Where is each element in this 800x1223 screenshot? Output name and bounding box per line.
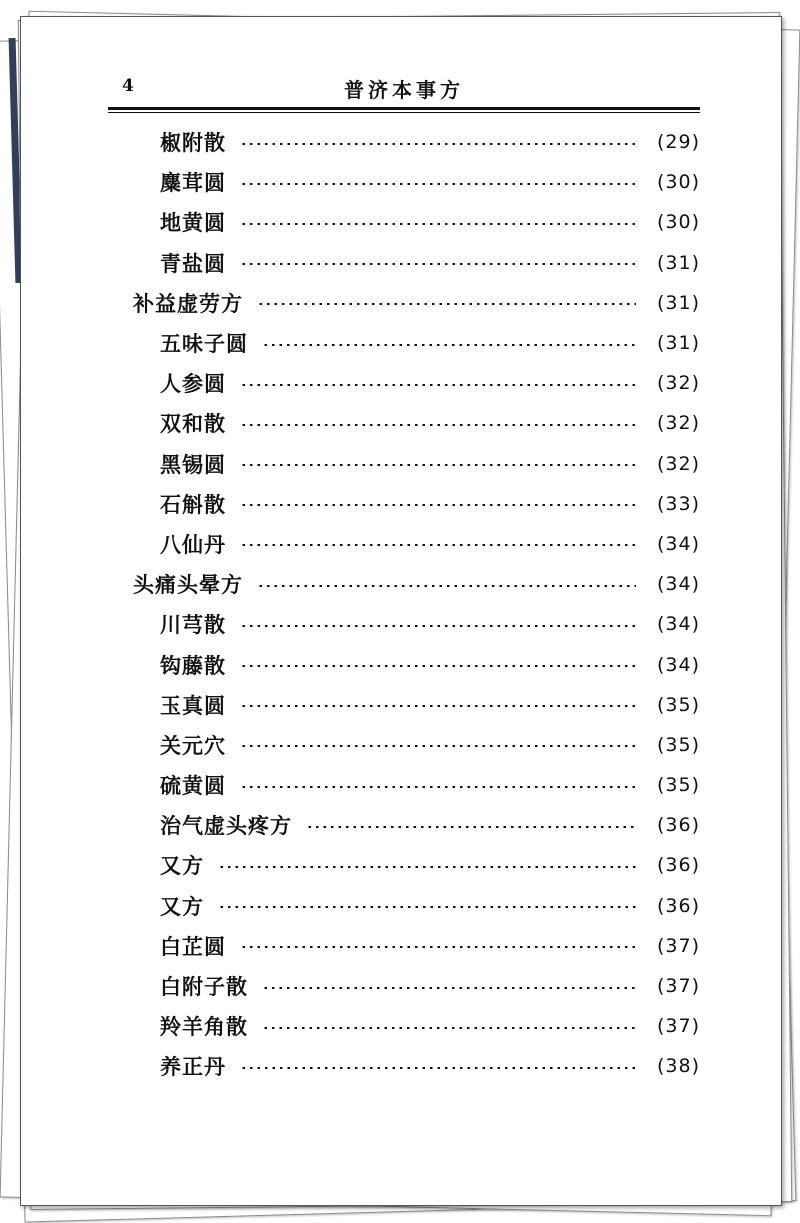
toc-entry[interactable] [108, 202, 700, 242]
toc-entry-page: (31) [656, 332, 700, 355]
toc-entry[interactable] [108, 644, 700, 684]
toc-entry-title: 双和散 [160, 412, 226, 437]
toc-entry[interactable] [108, 926, 700, 966]
toc-entry-page: (34) [656, 653, 700, 676]
dot-leader [240, 223, 636, 225]
dot-leader [240, 625, 636, 627]
toc-entry-title: 八仙丹 [160, 532, 226, 557]
dot-leader [240, 1067, 636, 1069]
toc-entry[interactable] [108, 604, 700, 644]
dot-leader [240, 745, 636, 747]
dot-leader [218, 866, 636, 868]
toc-entry[interactable] [108, 444, 700, 484]
toc-entry-title: 白附子散 [160, 975, 248, 1000]
toc-entry-page: (36) [656, 854, 700, 877]
dot-leader [240, 143, 636, 145]
toc-entry-title: 补益虚劳方 [133, 291, 243, 316]
toc-entry[interactable] [108, 765, 700, 805]
toc-entry-page: (30) [656, 211, 700, 234]
toc-entry-title: 麋茸圆 [160, 171, 226, 196]
toc-entry[interactable] [108, 283, 700, 323]
header-rule [108, 107, 700, 110]
dot-leader [262, 344, 636, 346]
toc-entry-title: 羚羊角散 [160, 1015, 248, 1040]
toc-entry-page: (31) [656, 251, 700, 274]
toc-entry-page: (35) [656, 774, 700, 797]
dot-leader [240, 786, 636, 788]
toc-entry-page: (34) [656, 573, 700, 596]
toc-entry-title: 石斛散 [160, 492, 226, 517]
dot-leader [257, 303, 636, 305]
dot-leader [240, 263, 636, 265]
dot-leader [306, 826, 636, 828]
toc-entry[interactable] [108, 162, 700, 202]
dot-leader [240, 946, 636, 948]
toc-entry[interactable] [108, 243, 700, 283]
toc-entry[interactable] [108, 524, 700, 564]
toc-entry-page: (32) [656, 412, 700, 435]
toc-entry-page: (32) [656, 452, 700, 475]
toc-entry[interactable] [108, 323, 700, 363]
toc-entry-title: 人参圆 [160, 372, 226, 397]
toc-entry-page: (33) [656, 492, 700, 515]
dot-leader [240, 705, 636, 707]
dot-leader [262, 987, 636, 989]
toc-entry-title: 又方 [160, 854, 204, 879]
toc-entry[interactable] [108, 685, 700, 725]
toc-entry[interactable] [108, 886, 700, 926]
dot-leader [262, 1027, 636, 1029]
toc-entry[interactable] [108, 403, 700, 443]
toc-entry-page: (38) [656, 1055, 700, 1078]
toc-entry-page: (36) [656, 814, 700, 837]
toc-entry[interactable] [108, 1046, 700, 1086]
toc-entry-title: 养正丹 [160, 1055, 226, 1080]
dot-leader [240, 504, 636, 506]
toc-entry-title: 青盐圆 [160, 251, 226, 276]
toc-entry-title: 五味子圆 [160, 332, 248, 357]
toc-entry-page: (37) [656, 934, 700, 957]
toc-entry-title: 川芎散 [160, 613, 226, 638]
toc-entry-page: (37) [656, 1015, 700, 1038]
toc-entry-title: 黑锡圆 [160, 452, 226, 477]
toc-entry-title: 椒附散 [160, 131, 226, 156]
dot-leader [240, 384, 636, 386]
toc-entry-page: (35) [656, 733, 700, 756]
dot-leader [240, 424, 636, 426]
toc-entry-title: 又方 [160, 894, 204, 919]
toc-entry[interactable] [108, 122, 700, 162]
dot-leader [257, 585, 636, 587]
dot-leader [218, 906, 636, 908]
header-rule [108, 112, 700, 113]
toc-entry[interactable] [108, 966, 700, 1006]
toc-entry-page: (30) [656, 171, 700, 194]
toc-entry-title: 头痛头晕方 [133, 573, 243, 598]
toc-entry-title: 地黄圆 [160, 211, 226, 236]
toc-entry[interactable] [108, 805, 700, 845]
toc-entry[interactable] [108, 725, 700, 765]
toc-entry[interactable] [108, 845, 700, 885]
toc-entry-page: (31) [656, 291, 700, 314]
dot-leader [240, 544, 636, 546]
toc-entry-title: 硫黄圆 [160, 774, 226, 799]
toc-entry-title: 钩藤散 [160, 653, 226, 678]
toc-entry-title: 治气虚头疼方 [160, 814, 292, 839]
toc-entry[interactable] [108, 564, 700, 604]
toc-entry[interactable] [108, 484, 700, 524]
dot-leader [240, 183, 636, 185]
book-title: 普济本事方 [344, 78, 464, 102]
toc-entry[interactable] [108, 1006, 700, 1046]
toc-entry-title: 白芷圆 [160, 934, 226, 959]
toc-entry-page: (36) [656, 894, 700, 917]
toc-entry-title: 关元穴 [160, 733, 226, 758]
page-number: 4 [122, 76, 134, 96]
toc-entry-title: 玉真圆 [160, 693, 226, 718]
dot-leader [240, 665, 636, 667]
table-of-contents [108, 122, 700, 1087]
page-header [108, 76, 700, 106]
dot-leader [240, 464, 636, 466]
toc-entry-page: (34) [656, 532, 700, 555]
toc-entry-page: (29) [656, 131, 700, 154]
toc-entry-page: (34) [656, 613, 700, 636]
toc-entry-page: (35) [656, 693, 700, 716]
toc-entry-page: (37) [656, 975, 700, 998]
toc-entry[interactable] [108, 363, 700, 403]
toc-entry-page: (32) [656, 372, 700, 395]
